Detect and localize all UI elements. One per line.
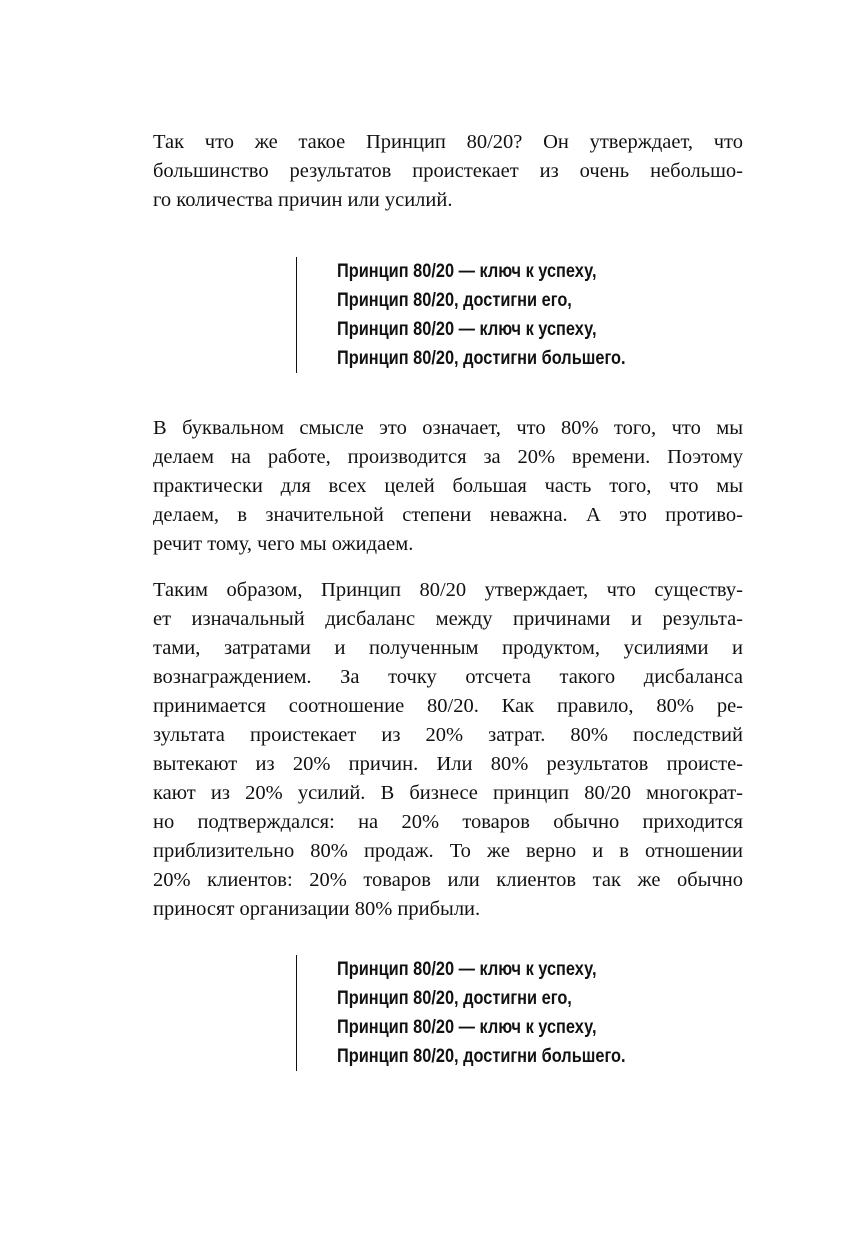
text-line: принимается соотношение 80/20. Как правило, 80% ре- [153,695,743,717]
text-line: большинство результатов проистекает из очень небольшо- [153,160,743,182]
text-line: зультата проистекает из 20% затрат. 80% последствий [153,724,743,746]
verse-line: Принцип 80/20, достигни его, [337,290,572,311]
text-line: Таким образом, Принцип 80/20 утверждает, что существу- [153,579,743,601]
verse-line: Принцип 80/20, достигни большего. [337,1046,626,1067]
text-line: делаем, в значительной степени неважна. А это противо- [153,504,743,526]
text-line: но подтверждался: на 20% товаров обычно приходится [153,811,743,833]
verse-line: Принцип 80/20 — ключ к успеху, [337,1017,597,1038]
text-line: вытекают из 20% причин. Или 80% результатов происте- [153,753,743,775]
text-line: речит тому, чего мы ожидаем. [153,533,414,555]
text-line: делаем на работе, производится за 20% времени. Поэтому [153,446,743,468]
paragraph-literal-meaning [153,414,743,559]
verse-line: Принцип 80/20 — ключ к успеху, [337,959,597,980]
verse-line: Принцип 80/20 — ключ к успеху, [337,261,597,282]
paragraph-imbalance [153,576,743,924]
paragraph-intro [153,128,743,215]
text-line: го количества причин или усилий. [153,189,453,211]
text-line: кают из 20% усилий. В бизнесе принцип 80/20 многократ- [153,782,743,804]
text-line: тами, затратами и полученным продуктом, усилиями и [153,637,743,659]
verse-line: Принцип 80/20, достигни его, [337,988,572,1009]
text-line: Так что же такое Принцип 80/20? Он утверждает, что [153,131,743,153]
verse-block-1 [296,257,673,373]
text-line: ет изначальный дисбаланс между причинами и результа- [153,608,743,630]
verse-line: Принцип 80/20, достигни большего. [337,348,626,369]
text-line: 20% клиентов: 20% товаров или клиентов так же обычно [153,869,743,891]
text-line: вознаграждением. За точку отсчета такого дисбаланса [153,666,743,688]
text-line: практически для всех целей большая часть того, что мы [153,475,743,497]
text-line: приблизительно 80% продаж. То же верно и в отношении [153,840,743,862]
verse-line: Принцип 80/20 — ключ к успеху, [337,319,597,340]
verse-block-2 [296,955,673,1071]
text-line: приносят организации 80% прибыли. [153,898,481,920]
text-line: В буквальном смысле это означает, что 80% того, что мы [153,417,743,439]
